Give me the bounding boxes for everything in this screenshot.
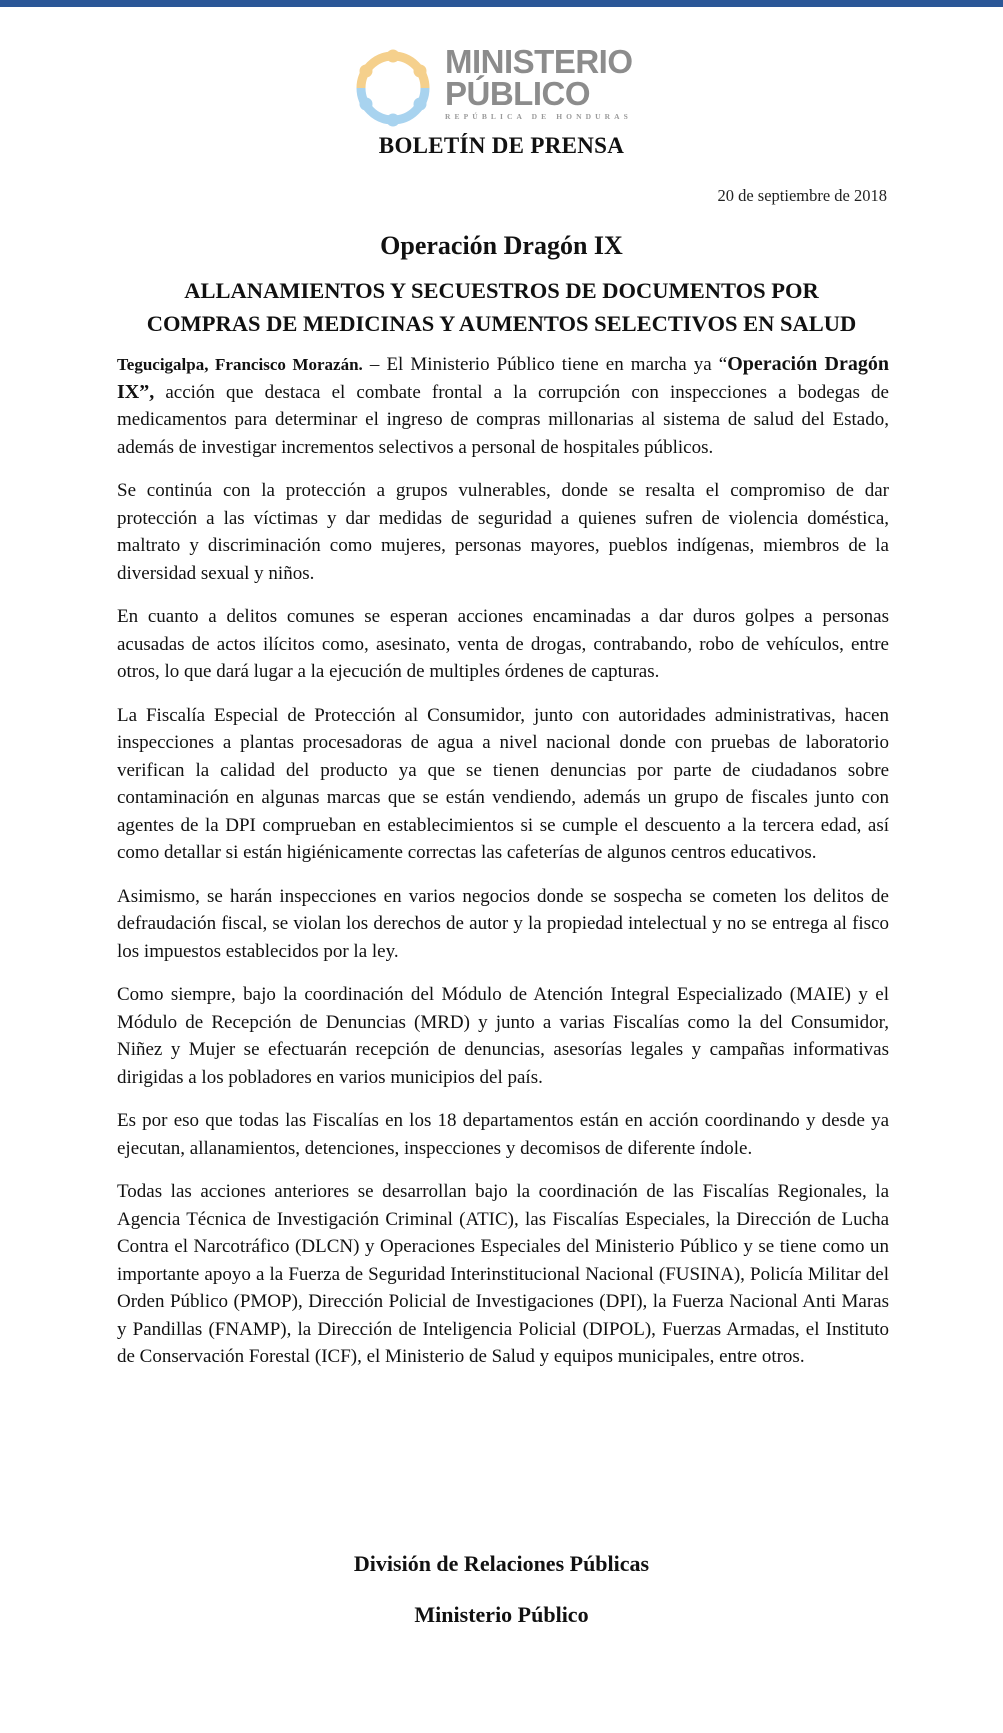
- bulletin-heading: BOLETÍN DE PRENSA: [378, 133, 625, 158]
- logo-wordmark: [445, 43, 633, 121]
- headline-line-2: COMPRAS DE MEDICINAS Y AUMENTOS SELECTIVOS EN SALUD: [146, 310, 857, 336]
- page-title: Operación Dragón IX: [380, 231, 623, 260]
- top-accent-bar: [0, 0, 1003, 7]
- paragraph-7: Es por eso que todas las Fiscalías en los 18 departamentos están en acción coordinando y desde ya ejecutan, allanamientos, detenciones, inspecciones y decomisos de diferente índole.: [117, 1110, 889, 1159]
- dateline-dash: –: [362, 354, 387, 375]
- people-ring-logo-icon: [353, 48, 433, 128]
- paragraph-1: [117, 351, 889, 461]
- paragraph-1-intro: El Ministerio Público tiene en marcha ya “: [386, 354, 728, 375]
- logo-subtitle: REPÚBLICA DE HONDURAS: [445, 112, 632, 121]
- paragraph-6: Como siempre, bajo la coordinación del Módulo de Atención Integral Especializado (MAIE) y el Módulo de Recepción de Denuncias (MRD) y junto a varias Fiscalías como la del Consumidor, Niñez y Mujer se efectuarán recepción de denuncias, asesorías legales y campañas informativas dirigidas a los pobladores en varios municipios del país.: [117, 984, 889, 1088]
- headline-line-1: ALLANAMIENTOS Y SECUESTROS DE DOCUMENTOS POR: [184, 278, 819, 303]
- ministerio-publico-logo: [353, 43, 633, 128]
- headline: [0, 275, 1003, 340]
- paragraph-5: Asimismo, se harán inspecciones en varios negocios donde se sospecha se cometen los delitos de defraudación fiscal, se violan los derechos de autor y la propiedad intelectual y no se entrega al fisco los impuestos establecidos por la ley.: [117, 885, 889, 962]
- operation-name-emphasis: Operación Dragón IX”,: [117, 353, 889, 403]
- footer-division: División de Relaciones Públicas: [353, 1551, 650, 1576]
- footer-organization: Ministerio Público: [414, 1602, 589, 1627]
- logo-line-ministerio: MINISTERIO: [445, 43, 633, 80]
- publication-date: 20 de septiembre de 2018: [717, 186, 887, 205]
- article-body: [117, 351, 889, 1387]
- dateline: Tegucigalpa, Francisco Morazán.: [117, 355, 363, 374]
- paragraph-8: Todas las acciones anteriores se desarrollan bajo la coordinación de las Fiscalías Regionales, la Agencia Técnica de Investigación Criminal (ATIC), las Fiscalías Especiales, la Dirección de Lucha Contra el Narcotráfico (DLCN) y Operaciones Especiales del Ministerio Público y se tiene como un importante apoyo a la Fuerza de Seguridad Interinstitucional Nacional (FUSINA), Policía Militar del Orden Público (PMOP), Dirección Policial de Investigaciones (DPI), la Fuerza Nacional Anti Maras y Pandillas (FNAMP), la Dirección de Inteligencia Policial (DIPOL), Fuerzas Armadas, el Instituto de Conservación Forestal (ICF), el Ministerio de Salud y equipos municipales, entre otros.: [117, 1181, 889, 1367]
- paragraph-3: En cuanto a delitos comunes se esperan acciones encaminadas a dar duros golpes a personas acusadas de actos ilícitos como, asesinato, venta de drogas, contrabando, robo de vehículos, entre otros, lo que dará lugar a la ejecución de multiples órdenes de capturas.: [117, 606, 889, 682]
- paragraph-4: La Fiscalía Especial de Protección al Consumidor, junto con autoridades administrativas, hacen inspecciones a plantas procesadoras de agua a nivel nacional donde con pruebas de laboratorio verifican la calidad del producto ya que se tienen denuncias por parte de ciudadanos sobre contaminación en algunas marcas que se están vendiendo, además un grupo de fiscales junto con agentes de la DPI comprueban en establecimientos si se cumple el descuento a la tercera edad, así como detallar si están higiénicamente correctas las cafeterías de algunos centros educativos.: [117, 704, 889, 863]
- paragraph-1-rest: acción que destaca el combate frontal a la corrupción con inspecciones a bodegas de medicamentos para determinar el ingreso de compras millonarias al sistema de salud del Estado, además de investigar incrementos selectivos a personal de hospitales públicos.: [117, 381, 889, 458]
- logo-line-publico: PÚBLICO: [445, 75, 590, 112]
- paragraph-2: Se continúa con la protección a grupos vulnerables, donde se resalta el compromiso de dar protección a las víctimas y dar medidas de seguridad a quienes sufren de violencia doméstica, maltrato y discriminación como mujeres, personas mayores, pueblos indígenas, miembros de la diversidad sexual y niños.: [117, 480, 889, 584]
